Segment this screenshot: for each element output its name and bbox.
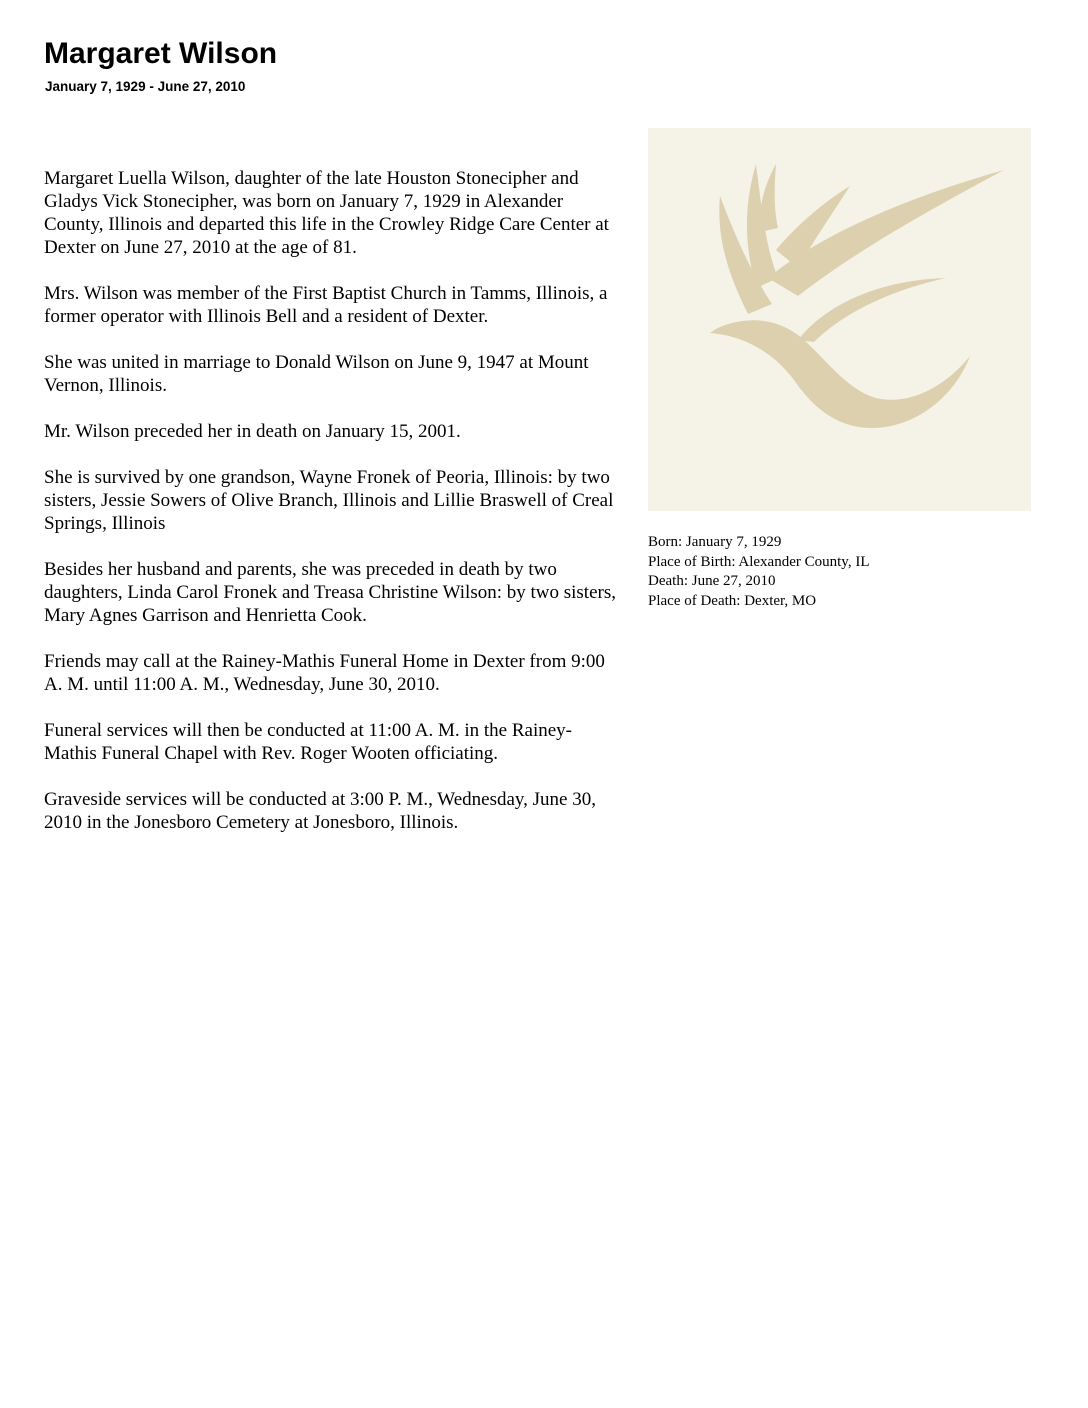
obituary-paragraph: Mr. Wilson preceded her in death on January 15, 2001.	[44, 421, 461, 442]
memorial-photo	[648, 128, 1031, 511]
obituary-paragraph: Besides her husband and parents, she was preceded in death by two daughters, Linda Carol Fronek and Treasa Christine Wilson: by two sisters, Mary Agnes Garrison and Henrietta Cook.	[44, 559, 616, 626]
death-date: Death: June 27, 2010	[648, 573, 776, 589]
deceased-name: Margaret Wilson	[44, 37, 278, 70]
obituary-text	[44, 167, 616, 857]
dove-icon	[648, 128, 1031, 511]
obituary-paragraph: Friends may call at the Rainey-Mathis Funeral Home in Dexter from 9:00 A. M. until 11:00 A. M., Wednesday, June 30, 2010.	[44, 651, 605, 695]
birth-place: Place of Birth: Alexander County, IL	[648, 553, 870, 570]
obituary-paragraph: Margaret Luella Wilson, daughter of the late Houston Stonecipher and Gladys Vick Stonecipher, was born on January 7, 1929 in Alexander County, Illinois and departed this life in the Crowley Ridge Care Center at Dexter on June 27, 2010 at the age of 81.	[44, 168, 609, 258]
death-place: Place of Death: Dexter, MO	[648, 592, 817, 609]
obituary-paragraph: Graveside services will be conducted at 3:00 P. M., Wednesday, June 30, 2010 in the Jonesboro Cemetery at Jonesboro, Illinois.	[44, 789, 596, 833]
obituary-paragraph: She is survived by one grandson, Wayne Fronek of Peoria, Illinois: by two sisters, Jessie Sowers of Olive Branch, Illinois and Lillie Braswell of Creal Springs, Illinois	[44, 467, 614, 534]
obituary-paragraph: Mrs. Wilson was member of the First Baptist Church in Tamms, Illinois, a former operator with Illinois Bell and a resident of Dexter.	[44, 283, 608, 327]
birth-date: Born: January 7, 1929	[648, 534, 782, 550]
obituary-paragraph: Funeral services will then be conducted at 11:00 A. M. in the Rainey-Mathis Funeral Chapel with Rev. Roger Wooten officiating.	[44, 720, 573, 764]
obituary-paragraph: She was united in marriage to Donald Wilson on June 9, 1947 at Mount Vernon, Illinois.	[44, 352, 589, 396]
vital-facts	[648, 533, 1048, 611]
life-dates: January 7, 1929 - June 27, 2010	[45, 79, 246, 94]
